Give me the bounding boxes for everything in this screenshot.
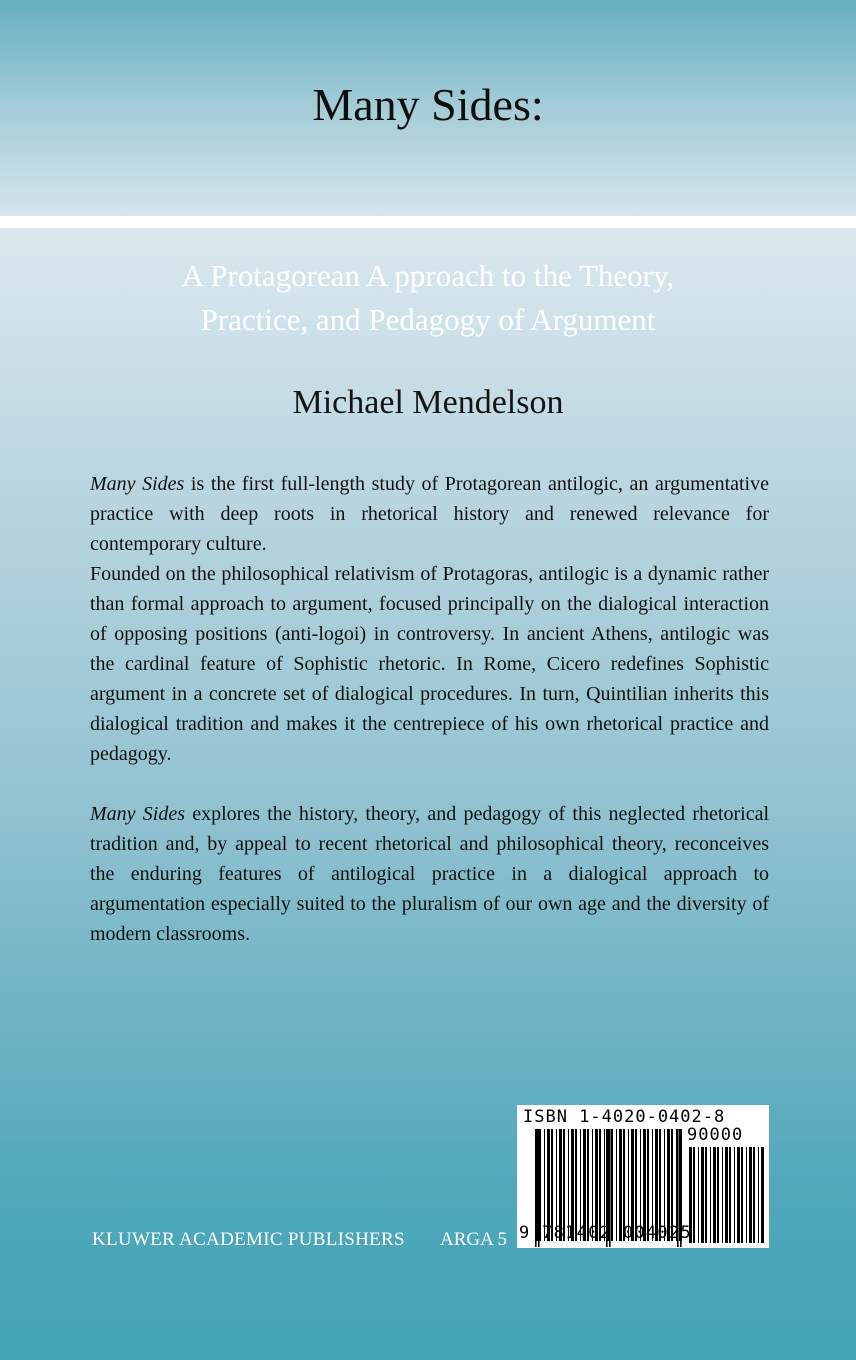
barcode-bar: [725, 1147, 728, 1243]
barcode-bar: [729, 1147, 731, 1243]
barcode-bar: [753, 1147, 755, 1243]
barcode-bar: [701, 1147, 704, 1243]
barcode-bar: [761, 1147, 764, 1243]
series-code: ARGA 5: [440, 1229, 508, 1250]
blurb-paragraph-1: [90, 469, 769, 559]
blurb: [90, 469, 769, 949]
barcode-bar: [693, 1147, 695, 1243]
barcode-bar: [717, 1147, 719, 1243]
isbn-barcode: [517, 1105, 769, 1248]
barcode-bar: [698, 1147, 699, 1243]
isbn-number: ISBN 1-4020-0402-8: [523, 1107, 726, 1127]
author-name: Michael Mendelson: [292, 384, 564, 421]
barcode-bar: [734, 1147, 735, 1243]
barcode-bar: [737, 1147, 740, 1243]
subtitle-line-1: A Protagorean A pproach to the Theory,: [181, 258, 675, 293]
book-subtitle: [100, 254, 756, 342]
blurb-title-italic-3: Many Sides: [90, 803, 185, 825]
ean-number: 9 781402 004025: [519, 1223, 693, 1243]
book-title: Many Sides:: [312, 79, 544, 130]
blurb-text-3: explores the history, theory, and pedagogy of this neglected rhetorical tradition and, by appeal to recent rhetorical and philosophical theory, reconceives the enduring features of antilogical practice in a dialogical approach to argumentation especially suited to the pluralism of our own age and the diversity of modern classrooms.: [90, 803, 769, 945]
barcode-bar: [749, 1147, 752, 1243]
price-code: 90000: [687, 1125, 744, 1145]
blurb-paragraph-2: Founded on the philosophical relativism of Protagoras, antilogic is a dynamic rather than formal approach to argument, focused principally on the dialogical interaction of opposing positions (anti-logoi) in controversy. In ancient Athens, antilogic was the cardinal feature of Sophistic rhetoric. In Rome, Cicero redefines Sophistic argument in a concrete set of dialogical procedures. In turn, Quintilian inherits this dialogical tradition and makes it the centrepiece of his own rhetorical practice and pedagogy.: [90, 563, 769, 765]
barcode-bar: [722, 1147, 723, 1243]
blurb-paragraph-3: [90, 799, 769, 949]
barcode-bar: [741, 1147, 743, 1243]
barcode-bar: [746, 1147, 747, 1243]
barcode-bar: [713, 1147, 716, 1243]
barcode-bar: [758, 1147, 759, 1243]
white-divider: [0, 216, 856, 228]
blurb-text-1: is the first full-length study of Protagorean antilogic, an argumentative practice with deep roots in rhetorical history and renewed relevance for contemporary culture.: [90, 473, 769, 555]
barcode-bar: [710, 1147, 711, 1243]
subtitle-line-2: Practice, and Pedagogy of Argument: [200, 302, 656, 337]
barcode-bar: [705, 1147, 707, 1243]
publisher-name: KLUWER ACADEMIC PUBLISHERS: [92, 1229, 405, 1250]
blurb-title-italic-1: Many Sides: [90, 473, 185, 495]
